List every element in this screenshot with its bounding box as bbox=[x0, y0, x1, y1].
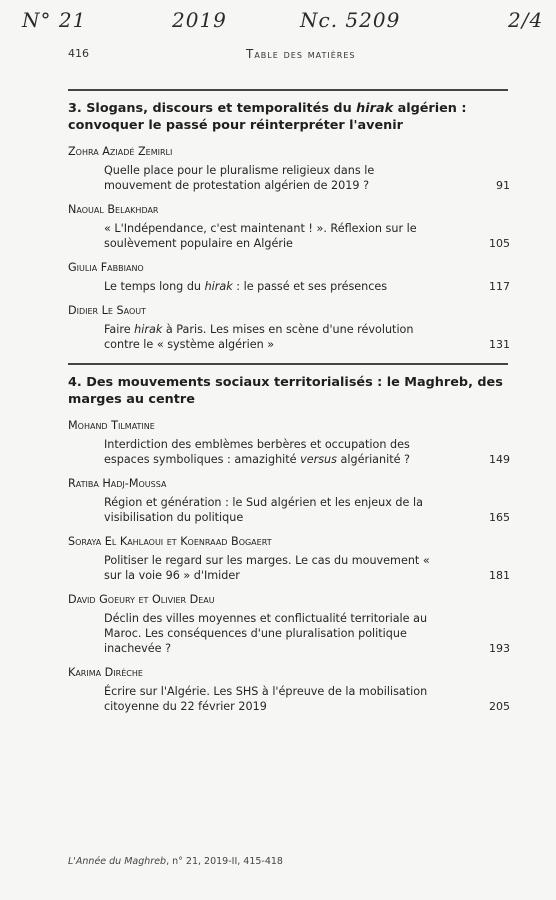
section-title-part: hirak bbox=[356, 101, 394, 116]
toc-entry bbox=[68, 476, 508, 525]
entry-article bbox=[104, 495, 508, 525]
entry-author: David Goeury et Olivier Deau bbox=[68, 593, 215, 606]
entry-title-part: Région et génération : le Sud algérien et les enjeux de la visibilisation du politique bbox=[104, 496, 423, 524]
entry-author: Giulia Fabbiano bbox=[68, 261, 144, 274]
page-footer bbox=[68, 856, 283, 867]
toc-entry bbox=[68, 202, 508, 251]
entry-title bbox=[104, 279, 444, 294]
handwritten-issue-number: N° 21 bbox=[22, 8, 87, 32]
entry-title-part: versus bbox=[300, 453, 337, 466]
entry-title-part: hirak bbox=[204, 280, 233, 293]
toc-entry bbox=[68, 303, 508, 352]
entry-article bbox=[104, 437, 508, 467]
entry-article bbox=[104, 553, 508, 583]
section-title-part: algérien : convoquer le passé pour réinterpréter l'avenir bbox=[68, 101, 467, 133]
entry-title-part: Interdiction des emblèmes berbères et occupation des espaces symboliques : amazighité bbox=[104, 438, 410, 466]
entry-title bbox=[104, 553, 444, 583]
entry-author: Naoual Belakhdar bbox=[68, 203, 159, 216]
section-title bbox=[68, 100, 508, 134]
table-of-contents bbox=[68, 89, 508, 714]
entry-page-number: 181 bbox=[489, 569, 510, 582]
running-title: Table des matières bbox=[246, 47, 356, 61]
entry-title-part: Le temps long du bbox=[104, 280, 205, 293]
entry-article bbox=[104, 221, 508, 251]
handwritten-reference: Nc. 5209 bbox=[300, 8, 401, 32]
entry-title bbox=[104, 611, 444, 656]
entry-title-part: hirak bbox=[134, 323, 163, 336]
entry-author: Karima Dirèche bbox=[68, 666, 143, 679]
entry-title-part: « L'Indépendance, c'est maintenant ! ». Réflexion sur le soulèvement populaire en Algérie bbox=[104, 222, 417, 250]
toc-section bbox=[68, 89, 508, 352]
toc-section bbox=[68, 363, 508, 714]
entry-page-number: 149 bbox=[489, 453, 510, 466]
entry-title-part: Déclin des villes moyennes et conflictualité territoriale au Maroc. Les conséquences d'une pluralisation politique inachevée ? bbox=[104, 612, 428, 655]
section-title-part: 4. Des mouvements sociaux territorialisés : le Maghreb, des marges au centre bbox=[68, 375, 503, 407]
entry-author: Soraya El Kahlaoui et Koenraad Bogaert bbox=[68, 535, 272, 548]
entry-page-number: 193 bbox=[489, 642, 510, 655]
section-title-part: 3. Slogans, discours et temporalités du bbox=[68, 101, 357, 116]
entry-title-part: Faire bbox=[104, 323, 135, 336]
entry-author: Mohand Tilmatine bbox=[68, 419, 155, 432]
section-title bbox=[68, 374, 508, 408]
toc-entry bbox=[68, 592, 508, 656]
entry-author: Didier Le Saout bbox=[68, 304, 146, 317]
entry-title-part: Politiser le regard sur les marges. Le cas du mouvement « sur la voie 96 » d'Imider bbox=[104, 554, 430, 582]
toc-entry bbox=[68, 534, 508, 583]
entry-page-number: 105 bbox=[489, 237, 510, 250]
entry-page-number: 205 bbox=[489, 700, 510, 713]
toc-entry bbox=[68, 665, 508, 714]
entry-page-number: 165 bbox=[489, 511, 510, 524]
entry-page-number: 131 bbox=[489, 338, 510, 351]
entry-page-number: 117 bbox=[489, 280, 510, 293]
section-divider bbox=[68, 89, 508, 91]
entry-article bbox=[104, 163, 508, 193]
handwritten-page-fraction: 2/4 bbox=[508, 8, 544, 32]
entry-author: Zohra Aziadé Zemirli bbox=[68, 145, 173, 158]
entry-article bbox=[104, 279, 508, 294]
issue-details: , n° 21, 2019-II, 415-418 bbox=[166, 856, 283, 867]
entry-article bbox=[104, 611, 508, 656]
entry-article bbox=[104, 322, 508, 352]
entry-title bbox=[104, 221, 444, 251]
entry-title bbox=[104, 437, 444, 467]
entry-title-part: à Paris. Les mises en scène d'une révolution contre le « système algérien » bbox=[104, 323, 414, 351]
entry-title bbox=[104, 163, 444, 193]
entry-title bbox=[104, 684, 444, 714]
entry-article bbox=[104, 684, 508, 714]
entry-title-part: algérianité ? bbox=[336, 453, 410, 466]
entry-title-part: : le passé et ses présences bbox=[232, 280, 388, 293]
entry-title bbox=[104, 322, 444, 352]
toc-entry bbox=[68, 418, 508, 467]
page-number: 416 bbox=[68, 47, 89, 60]
handwritten-year: 2019 bbox=[172, 8, 227, 32]
section-divider bbox=[68, 363, 508, 365]
toc-entry bbox=[68, 260, 508, 294]
journal-name: L'Année du Maghreb bbox=[68, 856, 167, 867]
entry-title-part: Écrire sur l'Algérie. Les SHS à l'épreuve de la mobilisation citoyenne du 22 février 2019 bbox=[104, 685, 428, 713]
entry-title-part: Quelle place pour le pluralisme religieux dans le mouvement de protestation algérien de 2019 ? bbox=[104, 164, 375, 192]
entry-title bbox=[104, 495, 444, 525]
entry-page-number: 91 bbox=[496, 179, 510, 192]
toc-entry bbox=[68, 144, 508, 193]
entry-author: Ratiba Hadj-Moussa bbox=[68, 477, 167, 490]
